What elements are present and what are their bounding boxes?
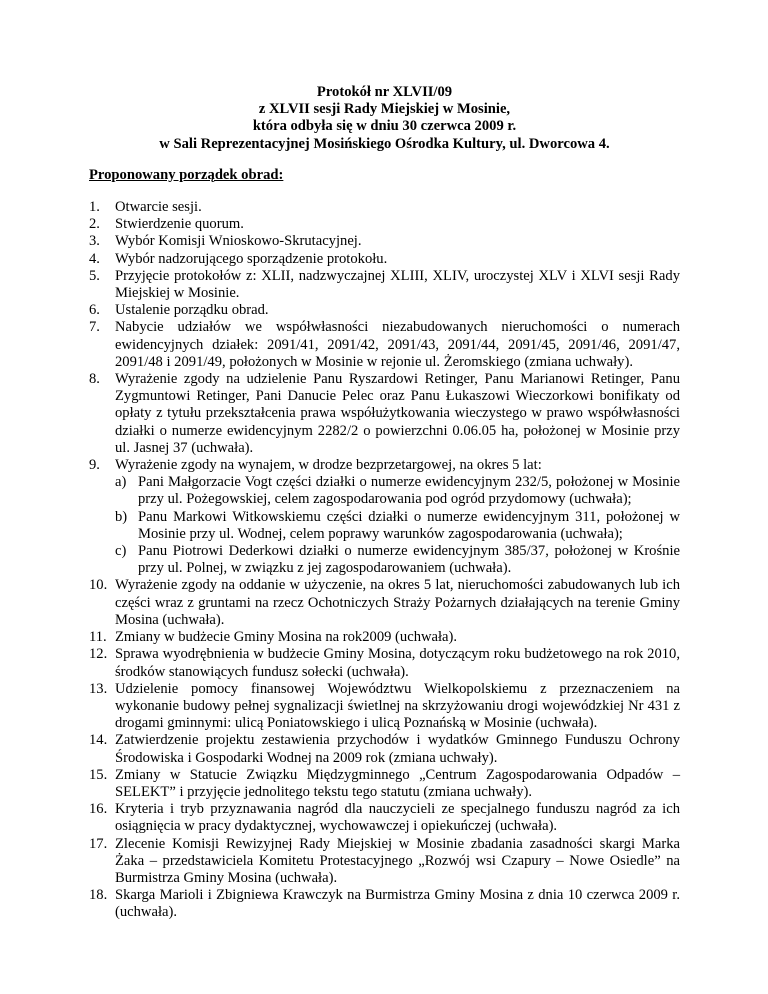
- agenda-item: [89, 251, 680, 268]
- agenda-item-number: 14.: [89, 732, 108, 749]
- agenda-item-number: 18.: [89, 887, 108, 904]
- agenda-heading-colon: :: [278, 166, 284, 183]
- agenda-subitem-text: Panu Markowi Witkowskiemu części działki o numerze ewidencyjnym 311, położonej w Mosinie przy ul. Wodnej, celem poprawy warunków zagospodarowania (uchwała);: [138, 508, 680, 542]
- agenda-item-number: 13.: [89, 680, 108, 697]
- agenda-item: [89, 302, 680, 319]
- agenda-item: [89, 577, 680, 629]
- agenda-item: [89, 457, 680, 577]
- agenda-heading-text: Proponowany porządek obrad: [89, 166, 279, 183]
- agenda-item: [89, 887, 680, 921]
- title-line-1: Protokół nr XLVII/09: [316, 84, 453, 100]
- agenda-item-number: 3.: [89, 233, 100, 250]
- agenda-subitem-label: c): [115, 543, 127, 560]
- agenda-subitem-label: a): [115, 474, 127, 491]
- agenda-item-text: Przyjęcie protokołów z: XLII, nadzwyczajnej XLIII, XLIV, uroczystej XLV i XLVI sesji Rady Miejskiej w Mosinie.: [115, 267, 680, 302]
- agenda-heading: [89, 167, 680, 184]
- agenda-item-number: 4.: [89, 250, 100, 267]
- agenda-item-text: Udzielenie pomocy finansowej Województwu Wielkopolskiemu z przeznaczeniem na wykonanie budowy pełnej sygnalizacji świetlnej na skrzyżowaniu drogi wojewódzkiej Nr 431 z drogami gminnymi: ulicą Poniatowskiego i ulicą Poznańską w Mosinie (uchwała).: [115, 680, 680, 732]
- agenda-item-text: Sprawa wyodrębnienia w budżecie Gminy Mosina, dotyczącym roku budżetowego na rok 2010, środków stanowiących fundusz sołecki (uchwała).: [115, 646, 680, 680]
- agenda-item-text: Wybór Komisji Wnioskowo-Skrutacyjnej.: [115, 233, 362, 250]
- agenda-item-number: 12.: [89, 646, 108, 663]
- agenda-subitem: [115, 543, 680, 577]
- agenda-item-number: 10.: [89, 577, 108, 594]
- agenda-item-number: 2.: [89, 216, 100, 233]
- agenda-item-number: 7.: [89, 319, 100, 336]
- agenda-item-number: 17.: [89, 835, 108, 852]
- agenda-item-text: Nabycie udziałów we współwłasności niezabudowanych nieruchomości o numerach ewidencyjnych działek: 2091/41, 2091/42, 2091/43, 2091/44, 2091/45, 2091/46, 2091/47, 2091/48 i 2091/49, położonych w Mosinie w rejonie ul. Żeromskiego (zmiana uchwały).: [115, 319, 680, 370]
- agenda-item-text: Zmiany w Statucie Związku Międzygminnego „Centrum Zagospodarowania Odpadów –SELEKT” i przyjęcie jednolitego tekstu tego statutu (zmiana uchwały).: [115, 766, 680, 800]
- agenda-item-text: Ustalenie porządku obrad.: [115, 302, 269, 319]
- agenda-item: [89, 836, 680, 888]
- agenda-subitem-label: b): [115, 508, 128, 525]
- title-line-4: w Sali Reprezentacyjnej Mosińskiego Ośrodka Kultury, ul. Dworcowa 4.: [159, 135, 610, 152]
- agenda-item: [89, 319, 680, 371]
- agenda-item-text: Stwierdzenie quorum.: [115, 216, 244, 233]
- agenda-item-number: 8.: [89, 371, 100, 388]
- title-line-2: z XLVII sesji Rady Miejskiej w Mosinie,: [258, 101, 511, 118]
- agenda-item-text: Zlecenie Komisji Rewizyjnej Rady Miejskiej w Mosinie zbadania zasadności skargi Marka Żaka – przedstawiciela Komitetu Protestacyjnego „Rozwój wsi Czapury – Nowe Osiedle” na Burmistrza Gminy Mosina (uchwała).: [115, 835, 680, 886]
- agenda-item-text: Wyrażenie zgody na udzielenie Panu Ryszardowi Retinger, Panu Marianowi Retinger, Panu Zygmuntowi Retinger, Pani Danucie Pelec oraz Panu Łukaszowi Wieczorkowi bonifikaty od opłaty z tytułu przekształcenia prawa współużytkowania wieczystego w prawo współwłasności działki o numerze ewidencyjnym 2282/2 o powierzchni 0.06.05 ha, położonej w Mosinie przy ul. Jasnej 37 (uchwała).: [115, 371, 680, 456]
- title-line-3: która odbyła się w dniu 30 czerwca 2009 r.: [252, 118, 517, 135]
- agenda-item: [89, 801, 680, 835]
- agenda-item: [89, 371, 680, 457]
- agenda-subitem: [115, 474, 680, 508]
- agenda-item: [89, 216, 680, 233]
- agenda-item-text: Wyrażenie zgody na wynajem, w drodze bezprzetargowej, na okres 5 lat:: [115, 457, 542, 474]
- agenda-item: [89, 646, 680, 680]
- agenda-item-text: Zmiany w budżecie Gminy Mosina na rok2009 (uchwała).: [115, 629, 458, 646]
- agenda-subitem-text: Pani Małgorzacie Vogt części działki o numerze ewidencyjnym 232/5, położonej w Mosinie przy ul. Pożegowskiej, celem zagospodarowania pod ogród przydomowy (uchwała);: [138, 474, 680, 508]
- agenda-item: [89, 732, 680, 766]
- agenda-item-number: 5.: [89, 267, 100, 284]
- agenda-item-number: 6.: [89, 302, 100, 319]
- agenda-item-text: Kryteria i tryb przyznawania nagród dla nauczycieli ze specjalnego funduszu nagród za ich osiągnięcia w pracy dydaktycznej, wychowawczej i opiekuńczej (uchwała).: [115, 801, 680, 835]
- agenda-item-number: 11.: [89, 629, 107, 646]
- document-title: [89, 84, 680, 153]
- agenda-item: [89, 767, 680, 801]
- agenda-item: [89, 681, 680, 733]
- agenda-item: [89, 629, 680, 646]
- agenda-list: [89, 199, 680, 922]
- agenda-item-number: 16.: [89, 801, 108, 818]
- agenda-item-number: 9.: [89, 457, 100, 474]
- agenda-item-number: 1.: [89, 199, 100, 216]
- agenda-item-text: Wybór nadzorującego sporządzenie protokołu.: [115, 250, 388, 267]
- agenda-item: [89, 199, 680, 216]
- agenda-item: [89, 268, 680, 302]
- agenda-item-text: Zatwierdzenie projektu zestawienia przychodów i wydatków Gminnego Funduszu Ochrony Środowiska i Gospodarki Wodnej na 2009 rok (zmiana uchwały).: [115, 732, 680, 766]
- agenda-item-text: Otwarcie sesji.: [115, 199, 202, 216]
- agenda-sublist: [115, 474, 680, 577]
- agenda-subitem-text: Panu Piotrowi Dederkowi działki o numerze ewidencyjnym 385/37, położonej w Krośnie przy ul. Polnej, w związku z jej zagospodarowaniem (uchwała).: [138, 543, 680, 577]
- agenda-item-text: Wyrażenie zgody na oddanie w użyczenie, na okres 5 lat, nieruchomości zabudowanych lub ich części wraz z gruntami na rzecz Ochotniczych Straży Pożarnych działających na terenie Gminy Mosina (uchwała).: [115, 577, 680, 628]
- agenda-item: [89, 233, 680, 250]
- agenda-item-number: 15.: [89, 766, 108, 783]
- agenda-subitem: [115, 509, 680, 543]
- agenda-item-text: Skarga Marioli i Zbigniewa Krawczyk na Burmistrza Gminy Mosina z dnia 10 czerwca 2009 r. (uchwała).: [115, 887, 680, 921]
